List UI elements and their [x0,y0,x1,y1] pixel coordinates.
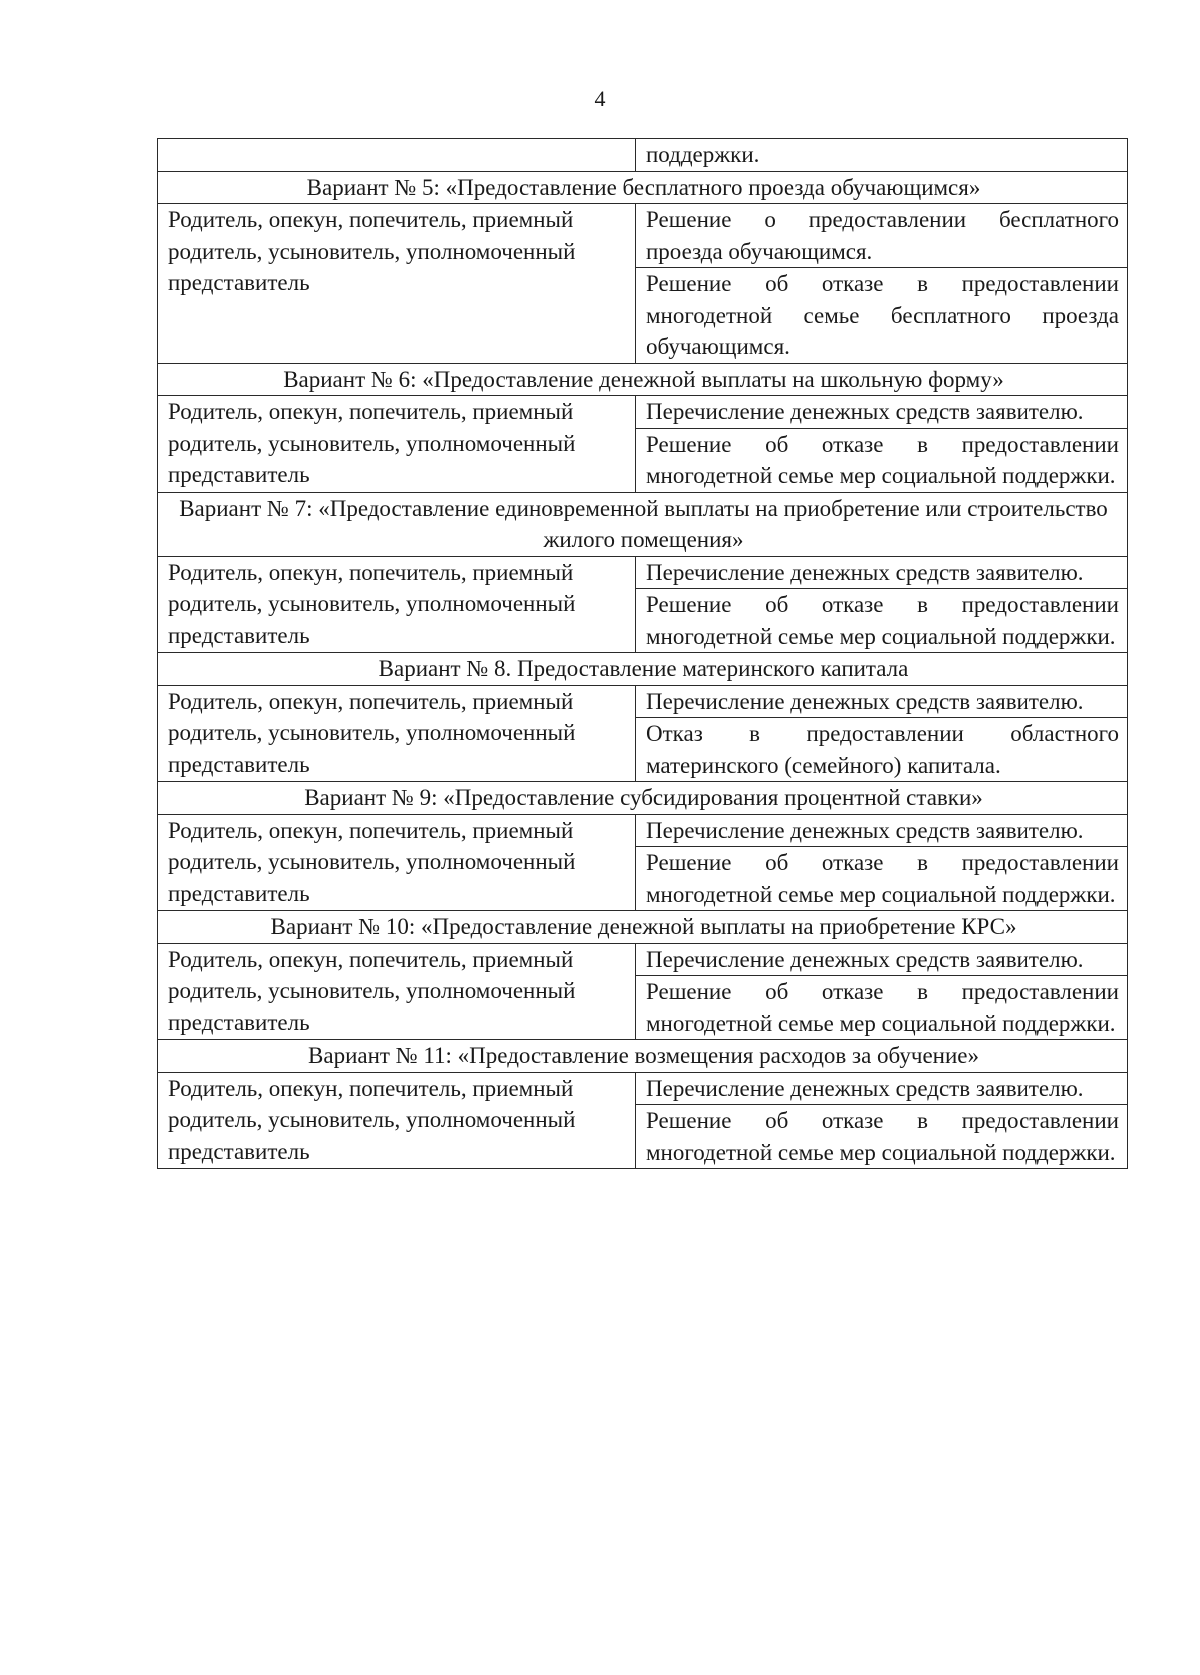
applicant-cell: Родитель, опекун, попечитель, приемный родитель, усыновитель, уполномоченный представитель [158,685,636,782]
variant-result-row [158,204,1128,268]
variants-table [157,138,1128,1169]
result-cell: Перечисление денежных средств заявителю. [636,556,1128,589]
result-cell: Решение об отказе в предоставлении многодетной семье мер социальной поддержки. [636,847,1128,911]
variant-result-row [158,685,1128,718]
result-cell: Решение об отказе в предоставлении многодетной семье мер социальной поддержки. [636,428,1128,492]
result-cell: Отказ в предоставлении областного материнского (семейного) капитала. [636,718,1128,782]
result-cell: Решение об отказе в предоставлении многодетной семье бесплатного проезда обучающимся. [636,268,1128,364]
result-cell: Решение об отказе в предоставлении многодетной семье мер социальной поддержки. [636,1105,1128,1169]
variant-header-row [158,492,1128,556]
variant-header-row [158,782,1128,815]
variant-header-row [158,363,1128,396]
variant-result-row [158,556,1128,589]
applicant-cell: Родитель, опекун, попечитель, приемный родитель, усыновитель, уполномоченный представитель [158,556,636,653]
variant-title: Вариант № 8. Предоставление материнского капитала [158,653,1128,686]
variant-header-row [158,653,1128,686]
variant-title: Вариант № 7: «Предоставление единовременной выплаты на приобретение или строительство жилого помещения» [158,492,1128,556]
result-cell: Решение об отказе в предоставлении многодетной семье мер социальной поддержки. [636,976,1128,1040]
applicant-cell: Родитель, опекун, попечитель, приемный родитель, усыновитель, уполномоченный представитель [158,943,636,1040]
result-cell: Перечисление денежных средств заявителю. [636,943,1128,976]
variant-result-row [158,396,1128,429]
variant-result-row [158,1072,1128,1105]
variant-title: Вариант № 6: «Предоставление денежной выплаты на школьную форму» [158,363,1128,396]
applicant-cell: Родитель, опекун, попечитель, приемный родитель, усыновитель, уполномоченный представитель [158,396,636,493]
result-cell: Перечисление денежных средств заявителю. [636,1072,1128,1105]
variant-header-row [158,1040,1128,1073]
variant-header-row [158,911,1128,944]
variant-header-row [158,171,1128,204]
result-cell: Перечисление денежных средств заявителю. [636,685,1128,718]
continuation-left-cell [158,139,636,172]
continuation-right-cell: поддержки. [636,139,1128,172]
result-cell: Решение об отказе в предоставлении многодетной семье мер социальной поддержки. [636,589,1128,653]
variant-title: Вариант № 11: «Предоставление возмещения расходов за обучение» [158,1040,1128,1073]
variant-result-row [158,814,1128,847]
variant-title: Вариант № 5: «Предоставление бесплатного проезда обучающимся» [158,171,1128,204]
variant-title: Вариант № 10: «Предоставление денежной выплаты на приобретение КРС» [158,911,1128,944]
result-cell: Решение о предоставлении бесплатного проезда обучающимся. [636,204,1128,268]
result-cell: Перечисление денежных средств заявителю. [636,396,1128,429]
applicant-cell: Родитель, опекун, попечитель, приемный родитель, усыновитель, уполномоченный представитель [158,204,636,364]
applicant-cell: Родитель, опекун, попечитель, приемный родитель, усыновитель, уполномоченный представитель [158,1072,636,1169]
result-cell: Перечисление денежных средств заявителю. [636,814,1128,847]
variant-title: Вариант № 9: «Предоставление субсидирования процентной ставки» [158,782,1128,815]
applicant-cell: Родитель, опекун, попечитель, приемный родитель, усыновитель, уполномоченный представитель [158,814,636,911]
variant-result-row [158,943,1128,976]
page-number: 4 [594,86,606,111]
continuation-row [158,139,1128,172]
